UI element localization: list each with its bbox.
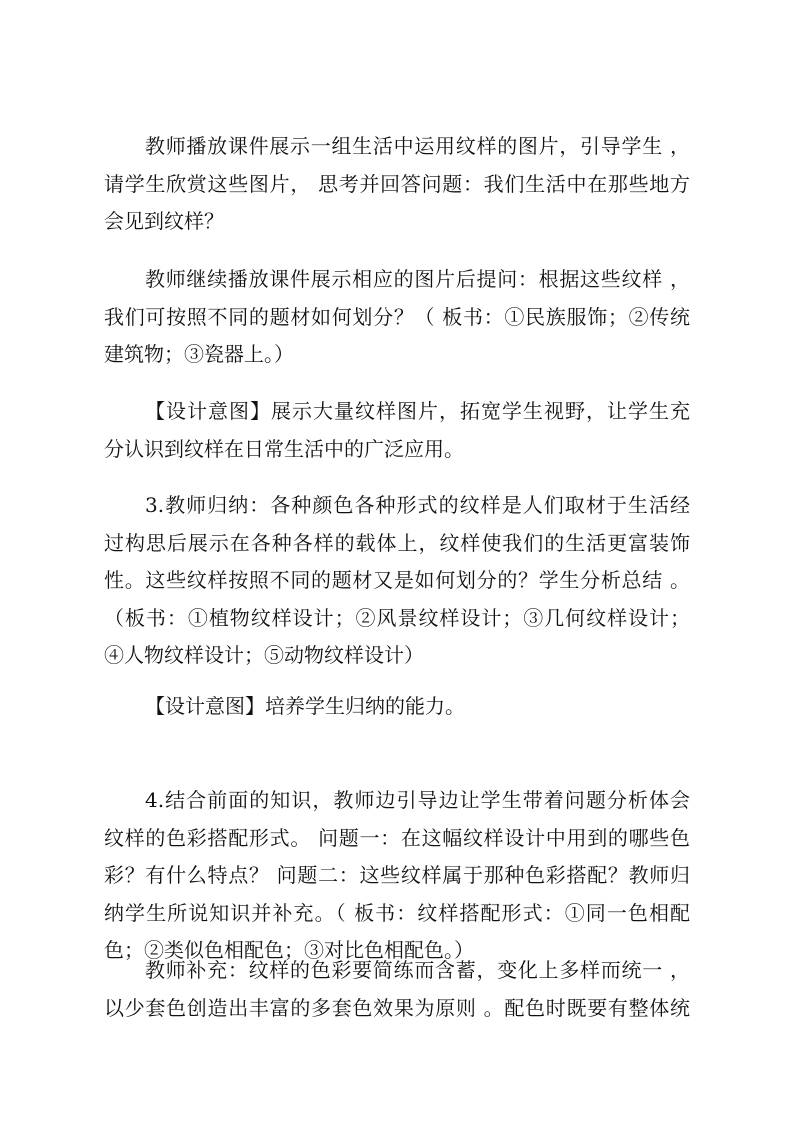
- paragraph-line: 请学生欣赏这些图片， 思考并回答问题：我们生活中在那些地方: [104, 171, 690, 196]
- paragraph-line: 教师播放课件展示一组生活中运用纹样的图片，引导学生 ，: [145, 134, 690, 158]
- paragraph-line: 教师继续播放课件展示相应的图片后提问：根据这些纹样 ，: [145, 267, 690, 291]
- paragraph-step-4: [104, 782, 690, 970]
- paragraph-line: 性。这些纹样按照不同的题材又是如何划分的？学生分析总结 。: [104, 568, 690, 592]
- paragraph-line: 【设计意图】培养学生归纳的能力。: [145, 694, 465, 718]
- paragraph-1: [104, 128, 690, 241]
- paragraph-line: （板书：①植物纹样设计；②风景纹样设计；③几何纹样设计；: [104, 605, 690, 630]
- paragraph-2: [104, 261, 690, 374]
- paragraph-line: 3.教师归纳：各种颜色各种形式的纹样是人们取材于生活经: [145, 493, 690, 517]
- paragraph-line: 过构思后展示在各种各样的载体上，纹样使我们的生活更富装饰: [104, 530, 690, 555]
- paragraph-design-intent-2: [104, 688, 690, 726]
- paragraph-line: 以少套色创造出丰富的多套色效果为原则 。配色时既要有整体统: [104, 995, 690, 1020]
- paragraph-step-3: [104, 487, 690, 675]
- paragraph-line: 色；②类似色相配色；③对比色相配色。）: [104, 938, 474, 962]
- paragraph-line: 分认识到纹样在日常生活中的广泛应用。: [104, 436, 464, 461]
- paragraph-teacher-supplement: [104, 952, 690, 1027]
- paragraph-line: 【设计意图】展示大量纹样图片，拓宽学生视野，让学生充: [145, 399, 690, 423]
- paragraph-line: 纹样的色彩搭配形式。 问题一：在这幅纹样设计中用到的哪些色: [104, 825, 690, 850]
- paragraph-line: ④人物纹样设计；⑤动物纹样设计）: [104, 643, 424, 667]
- paragraph-line: 教师补充：纹样的色彩要简练而含蓄，变化上多样而统一 ，: [145, 958, 690, 982]
- paragraph-line: 纳学生所说知识并补充。（ 板书：纹样搭配形式：①同一色相配: [104, 900, 690, 925]
- paragraph-line: 建筑物；③瓷器上。）: [104, 342, 294, 366]
- paragraph-design-intent-1: [104, 393, 690, 468]
- paragraph-line: 我们可按照不同的题材如何划分？（ 板书：①民族服饰；②传统: [104, 304, 690, 329]
- paragraph-line: 彩？有什么特点？ 问题二：这些纹样属于那种色彩搭配？教师归: [104, 863, 690, 887]
- paragraph-line: 4.结合前面的知识，教师边引导边让学生带着问题分析体会: [145, 788, 690, 812]
- paragraph-line: 会见到纹样？: [104, 209, 224, 233]
